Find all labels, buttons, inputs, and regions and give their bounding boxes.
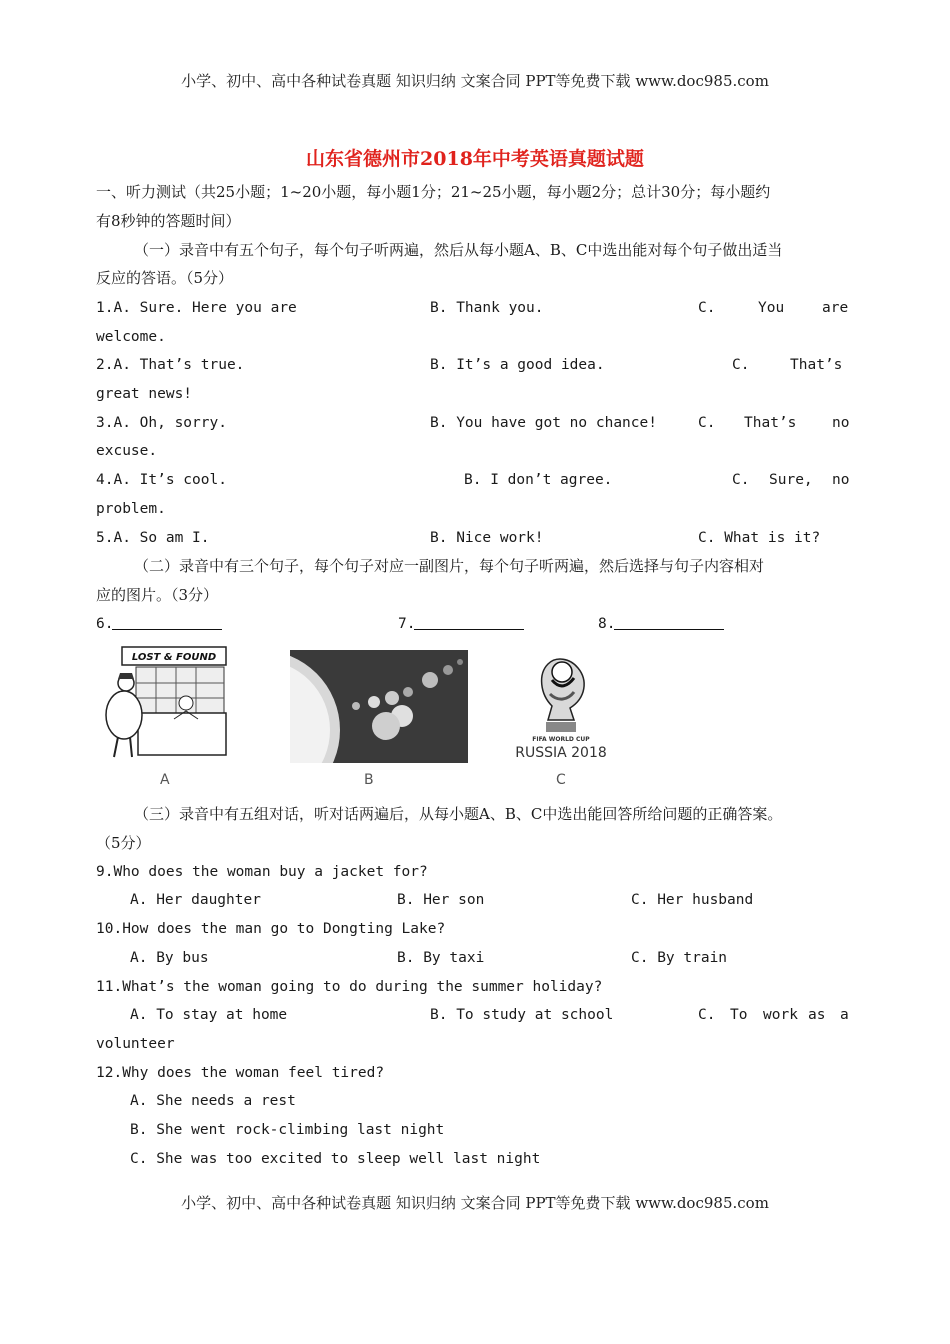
- q10-option-b: B. By taxi: [397, 950, 485, 966]
- q11-option-c-word: as: [808, 1007, 826, 1023]
- picture-c-label: C: [556, 772, 566, 788]
- q3-option-b: B. You have got no chance!: [430, 415, 657, 431]
- picture-a-label: A: [160, 772, 170, 788]
- q12-option-a: A. She needs a rest: [130, 1093, 296, 1109]
- q2-option-b: B. It’s a good idea.: [430, 357, 605, 373]
- q4-option-c-word: no: [832, 472, 850, 488]
- q1-option-b: B. Thank you.: [430, 300, 544, 316]
- part1-instructions: （一）录音中有五个句子，每个句子听两遍，然后从每小题A、B、C中选出能对每个句子做出适当: [134, 241, 783, 259]
- q3-option-c-word: no: [832, 415, 850, 431]
- q1-option-c-word: are: [822, 300, 849, 316]
- q12-question: 12.Why does the woman feel tired?: [96, 1065, 385, 1081]
- q12-option-c: C. She was too excited to sleep well last night: [130, 1151, 541, 1167]
- q12-option-b: B. She went rock-climbing last night: [130, 1122, 445, 1138]
- q11-option-a: A. To stay at home: [130, 1007, 288, 1023]
- q11-option-c-word: a: [840, 1007, 849, 1023]
- q3-option-c-label: C.: [698, 415, 716, 431]
- q11-option-b: B. To study at school: [430, 1007, 614, 1023]
- q2-option-c-label: C.: [732, 357, 750, 373]
- q11-option-c-cont: volunteer: [96, 1036, 175, 1052]
- page-header: 小学、初中、高中各种试卷真题 知识归纳 文案合同 PPT等免费下载 www.doc985.com: [181, 72, 769, 90]
- q10-option-a: A. By bus: [130, 950, 209, 966]
- page-footer: 小学、初中、高中各种试卷真题 知识归纳 文案合同 PPT等免费下载 www.doc985.com: [181, 1194, 769, 1212]
- q1-option-c-cont: welcome.: [96, 329, 166, 345]
- picture-b-label: B: [364, 772, 374, 788]
- q9-question: 9.Who does the woman buy a jacket for?: [96, 864, 428, 880]
- q10-option-c: C. By train: [631, 950, 728, 966]
- q10-question: 10.How does the man go to Dongting Lake?: [96, 921, 446, 937]
- q5-option-b: B. Nice work!: [430, 530, 544, 546]
- q1-option-c-label: C.: [698, 300, 716, 316]
- q11-question: 11.What’s the woman going to do during the summer holiday?: [96, 979, 603, 995]
- part1-instructions-cont: 反应的答语。（5分）: [96, 269, 234, 287]
- answer-7-label: 7.: [398, 616, 416, 632]
- q3-option-c-word: That’s: [744, 415, 797, 431]
- page-title: 山东省德州市2018年中考英语真题试题: [306, 148, 644, 170]
- q11-option-c-word: To: [730, 1007, 748, 1023]
- q1-option-c-word: You: [758, 300, 785, 316]
- lost-found-sign: LOST & FOUND: [131, 652, 217, 663]
- q4-option-b: B. I don’t agree.: [464, 472, 613, 488]
- q9-option-b: B. Her son: [397, 892, 485, 908]
- logo-line1: FIFA WORLD CUP: [532, 736, 590, 743]
- q3-option-c-cont: excuse.: [96, 443, 158, 459]
- q4-option-c-word: Sure,: [769, 472, 813, 488]
- q2-option-c-word: That’s: [790, 357, 843, 373]
- part2-instructions: （二）录音中有三个句子，每个句子对应一副图片，每个句子听两遍，然后选择与句子内容相对: [134, 557, 765, 575]
- picture-b-solar-system: [290, 650, 468, 763]
- q5-option-c: C. What is it?: [698, 530, 821, 546]
- q4-option-c-label: C.: [732, 472, 750, 488]
- answer-8-blank[interactable]: [614, 629, 724, 630]
- section-heading: 一、听力测试（共25小题；1~20小题，每小题1分；21~25小题，每小题2分；总计30分；每小题约: [96, 183, 771, 201]
- q4-option-a: 4.A. It’s cool.: [96, 472, 227, 488]
- section-heading-cont: 有8秒钟的答题时间）: [96, 212, 241, 230]
- q1-option-a: 1.A. Sure. Here you are: [96, 300, 297, 316]
- part3-instructions-cont: （5分）: [96, 834, 151, 852]
- q11-option-c-word: work: [763, 1007, 798, 1023]
- picture-c-world-cup-logo: [508, 650, 614, 765]
- q3-option-a: 3.A. Oh, sorry.: [96, 415, 227, 431]
- answer-6-blank[interactable]: [112, 629, 222, 630]
- answer-8-label: 8.: [598, 616, 616, 632]
- q9-option-a: A. Her daughter: [130, 892, 261, 908]
- answer-6-label: 6.: [96, 616, 114, 632]
- part3-instructions: （三）录音中有五组对话，听对话两遍后，从每小题A、B、C中选出能回答所给问题的正确答案。: [134, 805, 783, 823]
- logo-line2: RUSSIA 2018: [515, 745, 607, 761]
- q5-option-a: 5.A. So am I.: [96, 530, 210, 546]
- q9-option-c: C. Her husband: [631, 892, 754, 908]
- part2-instructions-cont: 应的图片。（3分）: [96, 586, 219, 604]
- q2-option-a: 2.A. That’s true.: [96, 357, 245, 373]
- picture-a-lost-and-found: [96, 643, 232, 763]
- q4-option-c-cont: problem.: [96, 501, 166, 517]
- answer-7-blank[interactable]: [414, 629, 524, 630]
- q11-option-c-label: C.: [698, 1007, 716, 1023]
- q2-option-c-cont: great news!: [96, 386, 193, 402]
